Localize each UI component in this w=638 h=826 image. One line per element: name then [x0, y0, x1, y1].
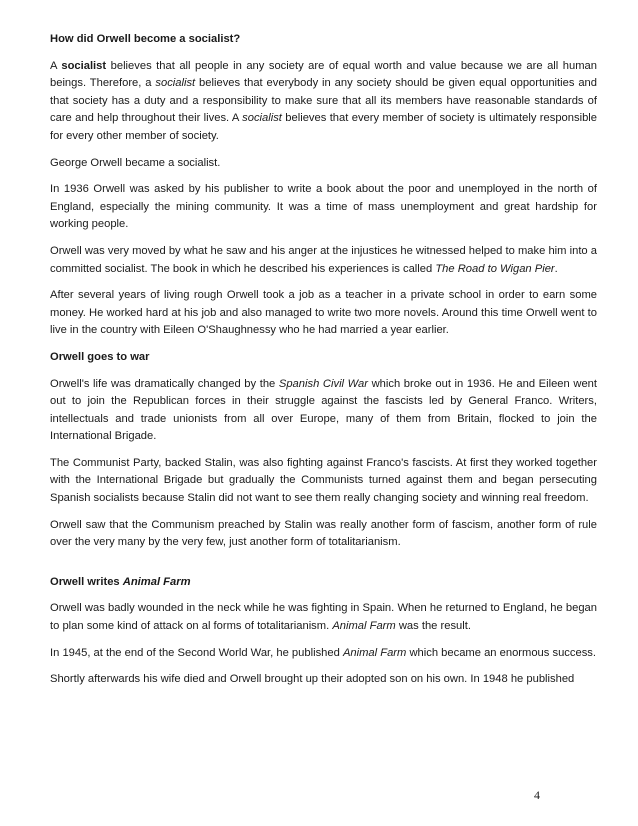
- italic-term: Animal Farm: [332, 620, 396, 633]
- body-paragraph: Orwell was very moved by what he saw and his anger at the injustices he witnessed helped to make him into a committed socialist. The book in which he described his experiences is called The Road to Wigan Pier.: [50, 244, 597, 275]
- body-paragraph: In 1945, at the end of the Second World War, he published Animal Farm which became an enormous success.: [50, 646, 597, 659]
- section-heading: How did Orwell become a socialist?: [50, 33, 241, 45]
- page-number: 4: [534, 788, 540, 802]
- body-paragraph: In 1936 Orwell was asked by his publisher to write a book about the poor and unemployed in the north of England, especially the mining community. It was a time of mass unemployment and great hardship for working people.: [50, 183, 597, 231]
- document-body: [50, 31, 597, 698]
- body-paragraph: Shortly afterwards his wife died and Orwell brought up their adopted son on his own. In 1948 he published: [50, 673, 575, 686]
- body-paragraph: Orwell's life was dramatically changed by the Spanish Civil War which broke out in 1936. He and Eileen went out to join the Republican forces in their struggle against the fascists led by General Franco. Writers, intellectuals and trade unionists from all over Europe, many of them from Britain, flocked to join the International Brigade.: [50, 377, 597, 443]
- italic-term: The Road to Wigan Pier: [435, 262, 555, 275]
- italic-term: Spanish Civil War: [278, 377, 368, 390]
- section-heading: Orwell writes Animal Farm: [50, 575, 191, 588]
- body-paragraph: George Orwell became a socialist.: [50, 156, 221, 169]
- body-paragraph: After several years of living rough Orwell took a job as a teacher in a private school in order to earn some money. He worked hard at his job and also managed to write two more novels. Around this time Orwell went to live in the country with Eileen O'Shaughnessy who he had married a year earlier.: [50, 289, 597, 337]
- italic-term: socialist: [242, 112, 282, 125]
- italic-term: socialist: [155, 77, 196, 90]
- bold-term: socialist: [61, 59, 107, 72]
- italic-term: Animal Farm: [342, 646, 407, 659]
- body-paragraph: Orwell was badly wounded in the neck while he was fighting in Spain. When he returned to England, he began to plan some kind of attack on al forms of totalitarianism. Animal Farm was the result.: [50, 602, 597, 633]
- section-heading: Orwell goes to war: [50, 350, 150, 363]
- italic-term: Animal Farm: [122, 575, 191, 588]
- body-paragraph: Orwell saw that the Communism preached by Stalin was really another form of fascism, another form of rule over the very many by the very few, just another form of totalitarianism.: [50, 518, 597, 549]
- body-paragraph: A socialist believes that all people in any society are of equal worth and value because we are all human beings. Therefore, a socialist believes that everybody in any society should be given equal opportunities and that society has a duty and a responsibility to make sure that all its members have reasonable standards of care and help throughout their lives. A socialist believes that every member of society is ultimately responsible for every other member of society.: [50, 59, 598, 142]
- body-paragraph: The Communist Party, backed Stalin, was also fighting against Franco's fascists. At first they worked together with the International Brigade but gradually the Communists turned against them and began persecuting Spanish socialists because Stalin did not want to see them really changing society and winning real freedom.: [50, 456, 597, 505]
